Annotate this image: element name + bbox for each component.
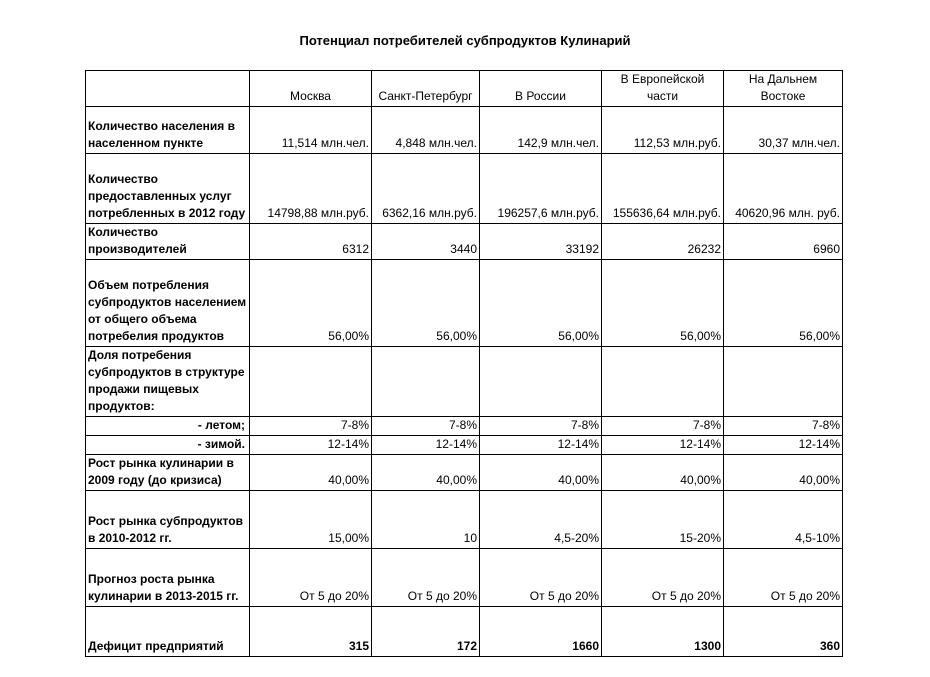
cell-value: 4,5-10% — [724, 491, 843, 549]
table-row-culinary-growth-2009 — [86, 455, 843, 491]
column-header-saint-petersburg: Санкт-Петербург — [372, 71, 480, 107]
cell-value: 40,00% — [372, 455, 480, 491]
cell-value: От 5 до 20% — [372, 549, 480, 607]
cell-value: От 5 до 20% — [480, 549, 602, 607]
row-label: Количество населения в населенном пункте — [86, 107, 250, 154]
row-label: - летом; — [86, 417, 250, 436]
cell-value: 26232 — [602, 224, 724, 260]
cell-value: 196257,6 млн.руб. — [480, 154, 602, 224]
cell-value: 12-14% — [602, 436, 724, 455]
column-header-european-part: В Европейской части — [602, 71, 724, 107]
cell-value: 33192 — [480, 224, 602, 260]
cell-value: 40,00% — [480, 455, 602, 491]
cell-value: 10 — [372, 491, 480, 549]
table-row-enterprise-deficit — [86, 607, 843, 657]
row-label: Объем потребления субпродуктов населением от общего объема потребелия продуктов — [86, 260, 250, 347]
column-header-russia: В России — [480, 71, 602, 107]
row-label: Дефицит предприятий — [86, 607, 250, 657]
cell-value: 4,5-20% — [480, 491, 602, 549]
row-label: Прогноз роста рынка кулинарии в 2013-2015 гг. — [86, 549, 250, 607]
cell-value: От 5 до 20% — [250, 549, 372, 607]
cell-value: 56,00% — [250, 260, 372, 347]
cell-value: 40,00% — [724, 455, 843, 491]
cell-value: 40620,96 млн. руб. — [724, 154, 843, 224]
cell-value: 6312 — [250, 224, 372, 260]
cell-value: 12-14% — [372, 436, 480, 455]
cell-value: 30,37 млн.чел. — [724, 107, 843, 154]
row-label: Количество производителей — [86, 224, 250, 260]
cell-value: 172 — [372, 607, 480, 657]
cell-value: 12-14% — [480, 436, 602, 455]
cell-value: 6362,16 млн.руб. — [372, 154, 480, 224]
cell-value: 7-8% — [602, 417, 724, 436]
cell-value: 56,00% — [480, 260, 602, 347]
cell-value: 155636,64 млн.руб. — [602, 154, 724, 224]
cell-value: 7-8% — [724, 417, 843, 436]
cell-value: От 5 до 20% — [602, 549, 724, 607]
consumer-potential-table — [85, 70, 843, 657]
column-header-moscow: Москва — [250, 71, 372, 107]
cell-value: 56,00% — [372, 260, 480, 347]
cell-value: 12-14% — [250, 436, 372, 455]
cell-value — [724, 347, 843, 417]
cell-value: 315 — [250, 607, 372, 657]
header-row — [86, 71, 843, 107]
cell-value: 7-8% — [372, 417, 480, 436]
cell-value: 1660 — [480, 607, 602, 657]
row-label: - зимой. — [86, 436, 250, 455]
cell-value: 6960 — [724, 224, 843, 260]
table-row-consumption-share — [86, 260, 843, 347]
cell-value — [480, 347, 602, 417]
table-row-summer — [86, 417, 843, 436]
row-label: Рост рынка субпродуктов в 2010-2012 гг. — [86, 491, 250, 549]
cell-value: 12-14% — [724, 436, 843, 455]
cell-value: 56,00% — [724, 260, 843, 347]
table-row-winter — [86, 436, 843, 455]
cell-value: 15,00% — [250, 491, 372, 549]
cell-value: 11,514 млн.чел. — [250, 107, 372, 154]
cell-value: 4,848 млн.чел. — [372, 107, 480, 154]
cell-value — [602, 347, 724, 417]
cell-value: 360 — [724, 607, 843, 657]
row-label: Доля потребения субпродуктов в структуре продажи пищевых продуктов: — [86, 347, 250, 417]
table-row-services-2012 — [86, 154, 843, 224]
table-row-population — [86, 107, 843, 154]
document-title: Потенциал потребителей субпродуктов Кулинарий — [299, 33, 631, 48]
header-corner-cell — [86, 71, 250, 107]
cell-value: От 5 до 20% — [724, 549, 843, 607]
row-label: Рост рынка кулинарии в 2009 году (до кризиса) — [86, 455, 250, 491]
cell-value: 7-8% — [480, 417, 602, 436]
column-header-far-east: На Дальнем Востоке — [724, 71, 843, 107]
table-row-sales-structure — [86, 347, 843, 417]
cell-value: 40,00% — [250, 455, 372, 491]
cell-value — [372, 347, 480, 417]
table-row-producers — [86, 224, 843, 260]
cell-value: 56,00% — [602, 260, 724, 347]
table-row-offal-growth-2010-2012 — [86, 491, 843, 549]
cell-value: 15-20% — [602, 491, 724, 549]
cell-value: 142,9 млн.чел. — [480, 107, 602, 154]
table-row-forecast-2013-2015 — [86, 549, 843, 607]
row-label: Количество предоставленных услуг потребленных в 2012 году — [86, 154, 250, 224]
cell-value: 40,00% — [602, 455, 724, 491]
cell-value — [250, 347, 372, 417]
cell-value: 14798,88 млн.руб. — [250, 154, 372, 224]
cell-value: 3440 — [372, 224, 480, 260]
cell-value: 1300 — [602, 607, 724, 657]
cell-value: 7-8% — [250, 417, 372, 436]
cell-value: 112,53 млн.руб. — [602, 107, 724, 154]
